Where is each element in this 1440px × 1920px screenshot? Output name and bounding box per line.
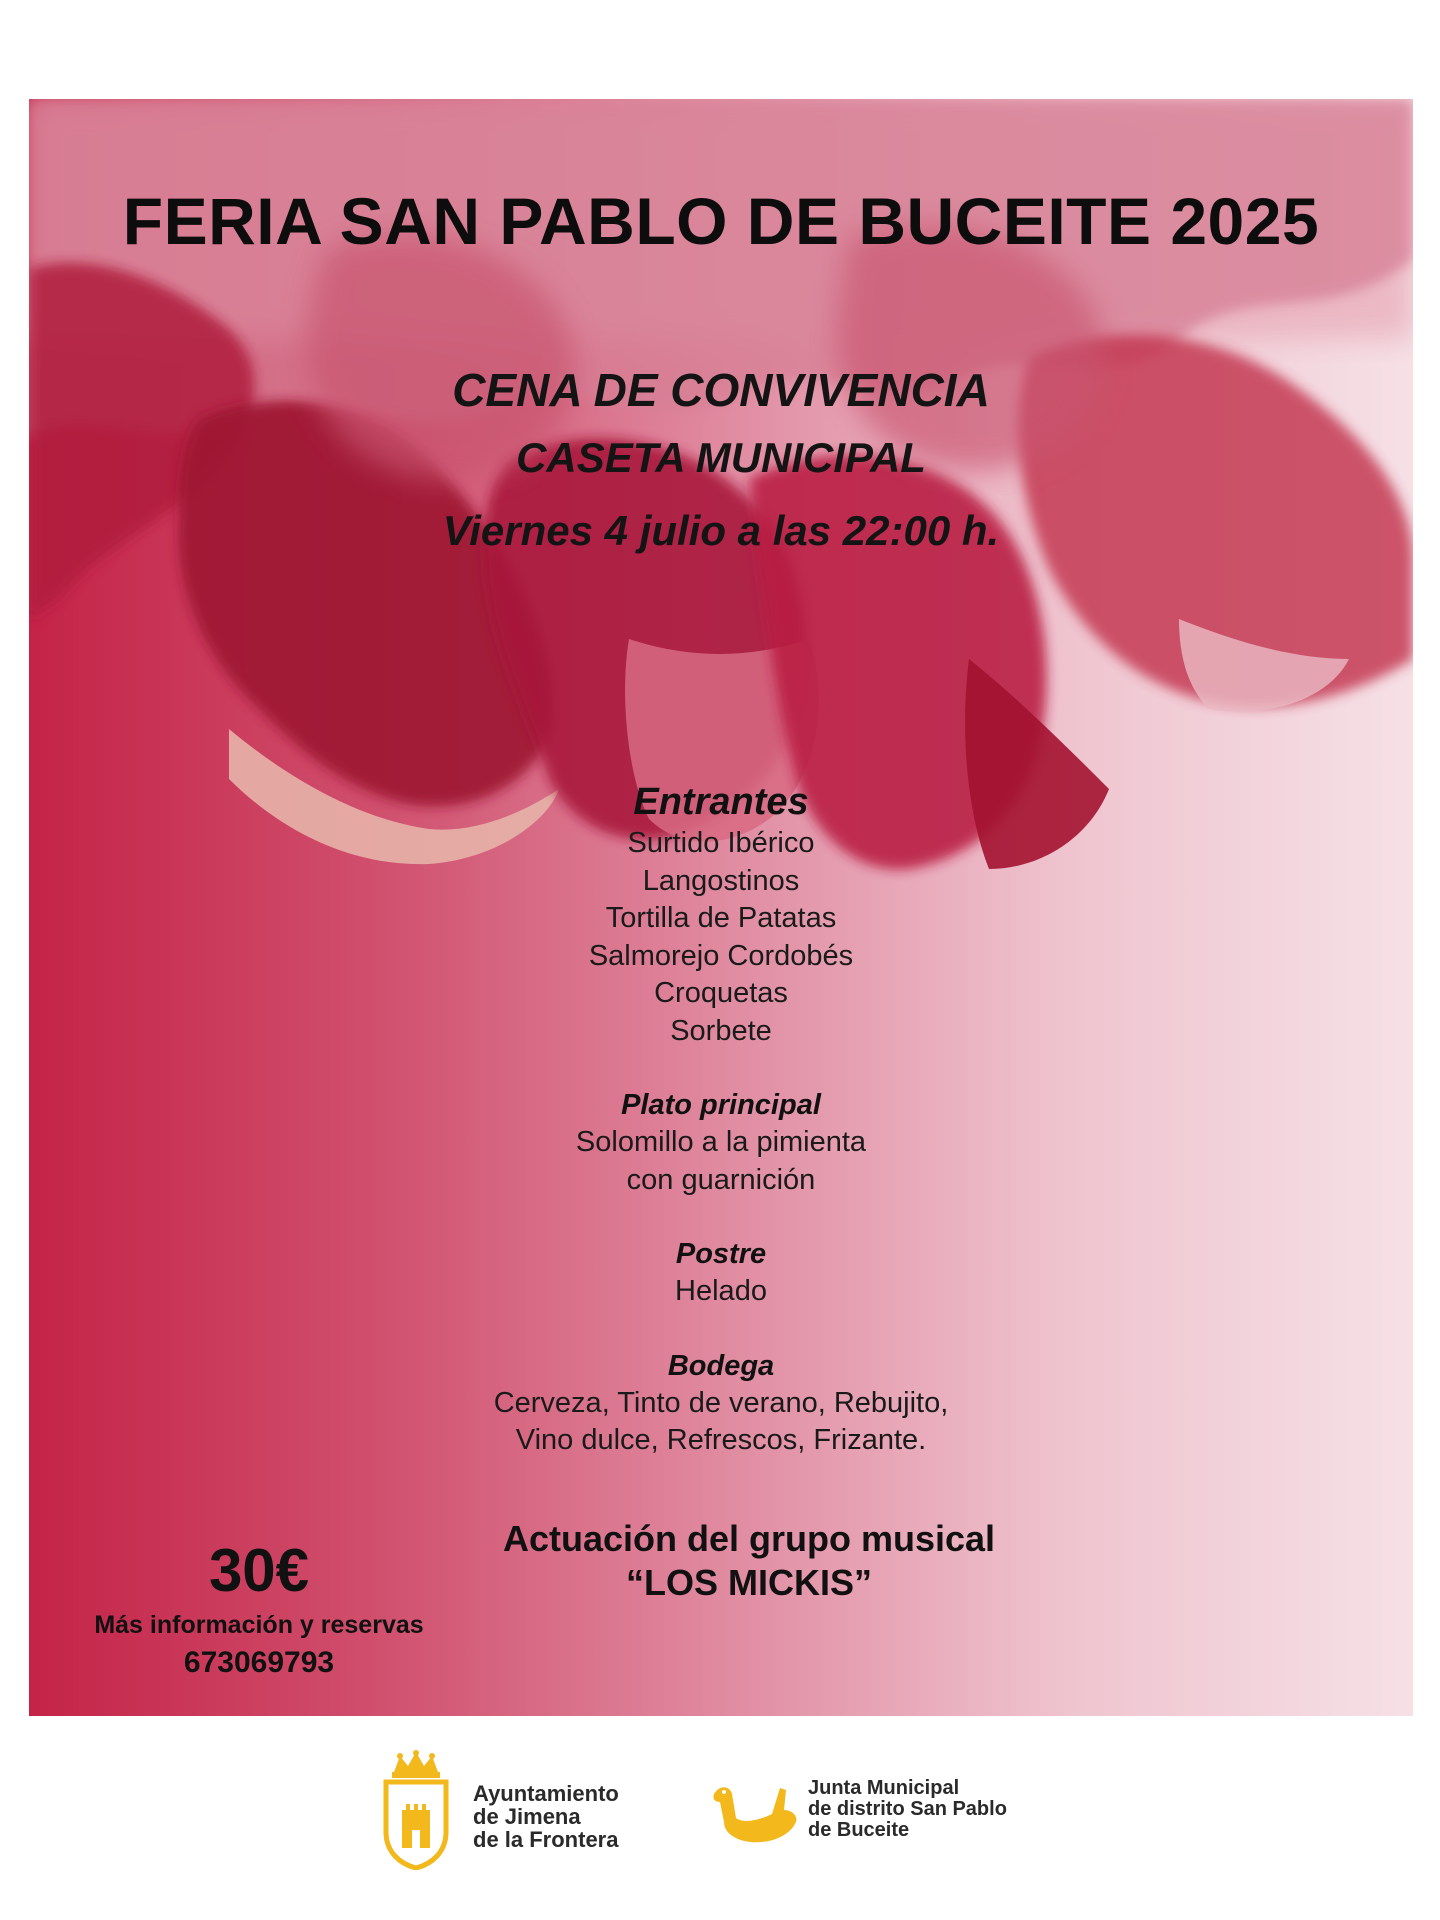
logo1-line2: de Jimena [473,1804,581,1829]
price-info: Más información y reservas [94,1611,424,1639]
logo1-line3: de la Frontera [473,1827,619,1852]
phone-number: 673069793 [183,1646,335,1679]
menu-heading-principal: Plato principal [621,1089,821,1121]
price-amount: 30€ [208,1537,310,1604]
junta-logo-text [808,1778,1007,1841]
bird-lamp-icon [710,1780,800,1850]
menu-item: con guarnición [626,1163,816,1196]
menu-item: Tortilla de Patatas [605,902,837,934]
menu-item: Cerveza, Tinto de verano, Rebujito, [493,1386,949,1419]
logo2-line2: de distrito San Pablo [808,1798,1007,1820]
menu-item: Salmorejo Cordobés [588,939,854,972]
menu-item: Sorbete [670,1014,772,1047]
music-act-line1: Actuación del grupo musical [502,1518,996,1559]
event-name: CENA DE CONVIVENCIA [452,364,990,416]
music-act [429,1517,1069,1605]
event-date: Viernes 4 julio a las 22:00 h. [442,507,1000,554]
menu-item: Vino dulce, Refrescos, Frizante. [515,1424,927,1456]
price-block [59,1535,459,1683]
menu-item: Surtido Ibérico [627,827,815,859]
logo2-line1: Junta Municipal [808,1777,960,1799]
menu-item: Langostinos [642,864,800,897]
menu-heading-postre: Postre [675,1238,767,1270]
menu-heading-bodega: Bodega [667,1349,775,1382]
menu-item: Croquetas [654,977,788,1009]
menu-heading-entrantes: Entrantes [633,781,809,823]
poster [29,99,1413,1716]
event-venue: CASETA MUNICIPAL [516,434,926,481]
ayuntamiento-logo-text [473,1782,619,1851]
poster-title: FERIA SAN PABLO DE BUCEITE 2025 [122,184,1320,258]
music-act-band: “LOS MICKIS” [625,1562,872,1603]
footer [0,1740,1440,1880]
menu-item: Solomillo a la pimienta [575,1126,867,1158]
castle-crest-icon [380,1750,452,1870]
logo1-line1: Ayuntamiento [473,1781,619,1806]
menu-item: Helado [675,1275,767,1307]
menu [29,779,1413,1460]
logo2-line3: de Buceite [808,1819,910,1841]
